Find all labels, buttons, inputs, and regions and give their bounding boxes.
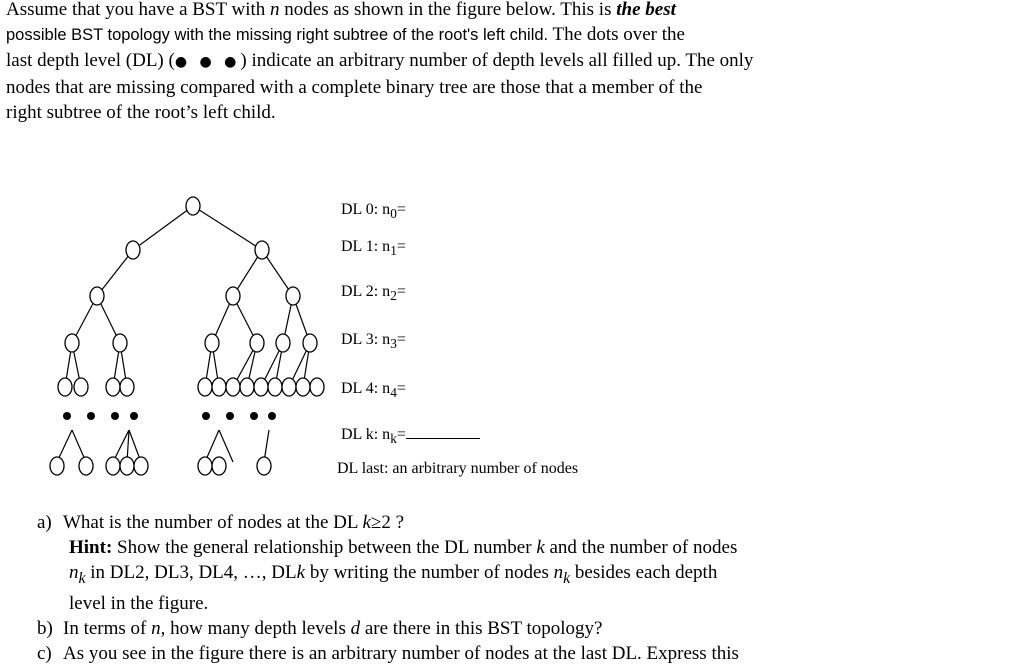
tree-edge (193, 206, 262, 250)
dl-text: DL 4: n (341, 380, 391, 397)
dl-text: DL 3: n (341, 331, 391, 348)
ellipsis-dot (268, 412, 276, 420)
tree-node (303, 334, 317, 352)
ellipsis-dot (250, 412, 258, 420)
q-text: are there in this BST topology? (360, 617, 603, 639)
tree-edge (97, 250, 133, 296)
var-d: d (350, 617, 361, 639)
hint-text: in DL2, DL3, DL4, …, DL (85, 562, 297, 583)
tree-node (250, 334, 264, 352)
tree-node (212, 457, 226, 475)
var-n: n (69, 562, 79, 583)
tree-edge (133, 206, 193, 250)
dots-symbol: ● ● ● (174, 54, 241, 70)
dl4-label (341, 380, 406, 401)
dl3-label (341, 331, 406, 352)
tree-node (74, 378, 88, 396)
tree-node (120, 457, 134, 475)
question-c (37, 641, 1017, 666)
hint-line-2 (37, 560, 1017, 591)
hint-line-3: level in the figure. (69, 592, 209, 614)
intro-text: last depth level (DL) ( (6, 50, 175, 71)
tree-node (254, 378, 268, 396)
emphasis-best: the best (616, 0, 676, 20)
tree-node (276, 334, 290, 352)
var-n: n (151, 617, 161, 639)
question-a (37, 510, 1017, 535)
tree-node (65, 334, 79, 352)
var-k: k (296, 562, 306, 583)
dl-eq: = (396, 380, 406, 397)
dl-text: DL 2: n (341, 283, 391, 300)
tree-node (296, 378, 310, 396)
question-label: a) (37, 512, 52, 533)
question-label: b) (37, 617, 53, 639)
tree-node (282, 378, 296, 396)
tree-node (106, 457, 120, 475)
dl-sub: k (390, 431, 397, 447)
tree-node (257, 457, 271, 475)
intro-text: Assume that you have a BST with (6, 0, 271, 20)
dl-text: DL k: n (341, 426, 391, 443)
tree-node (50, 457, 64, 475)
tree-node (106, 378, 120, 396)
dl0-label (341, 201, 406, 222)
hint-label: Hint: (69, 537, 113, 558)
q-text: ≥2 ? (370, 512, 405, 533)
tree-node (310, 378, 324, 396)
intro-text-sans: possible BST topology with the missing right subtree of the root's left child. (6, 26, 549, 44)
var-k: k (536, 537, 545, 558)
dl-eq: = (396, 201, 406, 218)
tree-node (90, 287, 104, 305)
dl2-label (341, 283, 406, 304)
ellipsis-dot (202, 412, 210, 420)
ellipsis-dot (226, 412, 234, 420)
hint-text: by writing the number of nodes (305, 562, 554, 583)
answer-blank (406, 426, 480, 439)
dl-last-label: DL last: an arbitrary number of nodes (337, 460, 579, 477)
dl-sub: 2 (390, 288, 397, 304)
tree-node (120, 378, 134, 396)
var-n: n (553, 562, 564, 583)
tree-node (226, 287, 240, 305)
var-k: k (362, 512, 371, 533)
q-text: What is the number of nodes at the DL (63, 512, 363, 533)
dlk-label (341, 426, 480, 447)
hint-text: besides each depth (570, 562, 718, 583)
hint-line-1 (37, 535, 1017, 560)
dl-text: DL 0: n (341, 201, 391, 218)
questions (37, 510, 1017, 666)
tree-node (286, 287, 300, 305)
intro-text: ) indicate an arbitrary number of depth levels all filled up. The only (240, 50, 754, 71)
q-text: In terms of (63, 617, 152, 639)
dl-eq: = (396, 238, 406, 255)
ellipsis-dot (63, 412, 71, 420)
hint-text: and the number of nodes (544, 537, 738, 558)
tree-node (268, 378, 282, 396)
question-b (37, 616, 1017, 641)
question-text: As you see in the figure there is an arbitrary number of nodes at the last DL. Express this (63, 642, 739, 664)
dl1-label (341, 238, 406, 259)
tree-node (126, 241, 140, 259)
ellipsis-dot (130, 412, 138, 420)
dl-eq: = (396, 283, 406, 300)
intro-text: The dots over the (548, 24, 685, 45)
var-sub: k (78, 569, 86, 587)
tree-node (113, 334, 127, 352)
var-n: n (270, 0, 280, 20)
tree-node (198, 457, 212, 475)
var-sub: k (563, 569, 571, 587)
tree-node (58, 378, 72, 396)
tree-node (198, 378, 212, 396)
hint-text: Show the general relationship between the DL number (112, 537, 537, 558)
dl-eq: = (396, 426, 406, 443)
tree-node (212, 378, 226, 396)
ellipsis-dot (111, 412, 119, 420)
question-text (63, 510, 404, 535)
tree-node (186, 197, 200, 215)
dl-sub: 3 (390, 336, 397, 352)
dl-text: DL 1: n (341, 238, 391, 255)
dl-eq: = (396, 331, 406, 348)
dl-sub: 0 (390, 206, 397, 222)
tree-node (255, 241, 269, 259)
intro-line-4: nodes that are missing compared with a complete binary tree are those that a member of the (6, 77, 703, 98)
tree-node (79, 457, 93, 475)
tree-node (226, 378, 240, 396)
tree-node (240, 378, 254, 396)
tree-node (205, 334, 219, 352)
dl-sub: 4 (390, 385, 397, 401)
dl-sub: 1 (390, 243, 397, 259)
tree-node (134, 457, 148, 475)
intro-line-5: right subtree of the root’s left child. (6, 102, 276, 123)
ellipsis-dot (87, 412, 95, 420)
question-text (63, 616, 602, 641)
q-text: , how many depth levels (160, 617, 351, 639)
intro-text: nodes as shown in the figure below. This is (279, 0, 617, 20)
question-label: c) (37, 642, 52, 664)
